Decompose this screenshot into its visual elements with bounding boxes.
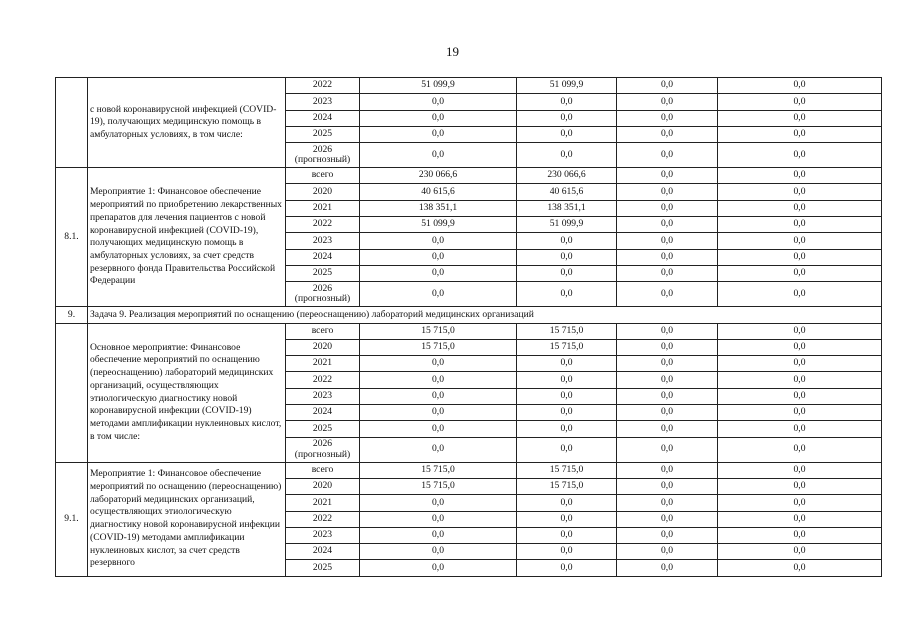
amount-cell-2: 0,0 xyxy=(517,110,617,126)
amount-cell-3: 0,0 xyxy=(617,339,718,355)
year-cell: 2024 xyxy=(286,249,360,265)
amount-cell-1: 230 066,6 xyxy=(360,168,517,184)
amount-cell-1: 0,0 xyxy=(360,110,517,126)
year-cell: 2025 xyxy=(286,560,360,576)
amount-cell-4: 0,0 xyxy=(718,249,882,265)
amount-cell-2: 0,0 xyxy=(517,143,617,168)
amount-cell-3: 0,0 xyxy=(617,217,718,233)
amount-cell-2: 15 715,0 xyxy=(517,478,617,494)
amount-cell-3: 0,0 xyxy=(617,356,718,372)
table-row xyxy=(56,323,882,339)
amount-cell-1: 15 715,0 xyxy=(360,462,517,478)
amount-cell-4: 0,0 xyxy=(718,282,882,307)
amount-cell-2: 0,0 xyxy=(517,282,617,307)
item-description: Основное мероприятие: Финансовое обеспечение мероприятий по оснащению (переоснащению) лабораторий медицинских организаций, осуществляющих этиологическую диагностику новой коронавирусной инфекции (COVID-19) методами амплификации нуклеиновых кислот, в том числе: xyxy=(88,323,286,462)
amount-cell-3: 0,0 xyxy=(617,437,718,462)
amount-cell-3: 0,0 xyxy=(617,372,718,388)
amount-cell-2: 0,0 xyxy=(517,544,617,560)
amount-cell-2: 0,0 xyxy=(517,372,617,388)
amount-cell-1: 0,0 xyxy=(360,233,517,249)
year-cell: 2024 xyxy=(286,544,360,560)
amount-cell-1: 0,0 xyxy=(360,437,517,462)
item-description: Мероприятие 1: Финансовое обеспечение мероприятий по приобретению лекарственных препаратов для лечения пациентов с новой коронавирусной инфекцией (COVID-19), получающих медицинскую помощь в амбулаторных условиях, за счет средств резервного фонда Правительства Российской Федерации xyxy=(88,168,286,307)
amount-cell-1: 0,0 xyxy=(360,511,517,527)
amount-cell-1: 0,0 xyxy=(360,495,517,511)
amount-cell-2: 0,0 xyxy=(517,421,617,437)
year-cell: 2022 xyxy=(286,372,360,388)
year-cell: 2021 xyxy=(286,495,360,511)
amount-cell-2: 51 099,9 xyxy=(517,78,617,94)
amount-cell-1: 0,0 xyxy=(360,265,517,281)
amount-cell-3: 0,0 xyxy=(617,544,718,560)
amount-cell-2: 0,0 xyxy=(517,511,617,527)
year-cell: 2023 xyxy=(286,388,360,404)
amount-cell-4: 0,0 xyxy=(718,405,882,421)
amount-cell-3: 0,0 xyxy=(617,200,718,216)
amount-cell-3: 0,0 xyxy=(617,265,718,281)
table-row xyxy=(56,462,882,478)
year-note: (прогнозный) xyxy=(294,448,351,460)
amount-cell-3: 0,0 xyxy=(617,110,718,126)
amount-cell-3: 0,0 xyxy=(617,323,718,339)
year-cell: 2020 xyxy=(286,184,360,200)
item-description: Мероприятие 1: Финансовое обеспечение мероприятий по оснащению (переоснащению) лабораторий медицинских организаций, осуществляющих этиологическую диагностику новой коронавирусной инфекции (COVID-19) методами амплификации нуклеиновых кислот, за счет средств резервного xyxy=(88,462,286,576)
year-cell: 2025 xyxy=(286,265,360,281)
amount-cell-2: 0,0 xyxy=(517,437,617,462)
amount-cell-4: 0,0 xyxy=(718,478,882,494)
item-number: 9. xyxy=(56,307,88,323)
amount-cell-4: 0,0 xyxy=(718,323,882,339)
year-cell: 2020 xyxy=(286,478,360,494)
amount-cell-1: 0,0 xyxy=(360,143,517,168)
year-label: 2026 xyxy=(312,282,333,294)
amount-cell-4: 0,0 xyxy=(718,126,882,142)
budget-table xyxy=(55,77,882,577)
year-cell: 2024 xyxy=(286,405,360,421)
amount-cell-4: 0,0 xyxy=(718,388,882,404)
page-number: 19 xyxy=(446,44,459,59)
amount-cell-1: 15 715,0 xyxy=(360,478,517,494)
amount-cell-1: 0,0 xyxy=(360,94,517,110)
amount-cell-1: 0,0 xyxy=(360,388,517,404)
year-cell: 2022 xyxy=(286,511,360,527)
amount-cell-2: 0,0 xyxy=(517,405,617,421)
year-cell: всего xyxy=(286,323,360,339)
amount-cell-4: 0,0 xyxy=(718,560,882,576)
task-title: Задача 9. Реализация мероприятий по оснащению (переоснащению) лабораторий медицинских организаций xyxy=(88,307,882,323)
amount-cell-3: 0,0 xyxy=(617,94,718,110)
table-row xyxy=(56,78,882,94)
amount-cell-2: 0,0 xyxy=(517,356,617,372)
amount-cell-4: 0,0 xyxy=(718,110,882,126)
amount-cell-4: 0,0 xyxy=(718,356,882,372)
amount-cell-4: 0,0 xyxy=(718,217,882,233)
amount-cell-2: 40 615,6 xyxy=(517,184,617,200)
amount-cell-3: 0,0 xyxy=(617,462,718,478)
year-cell: 2025 xyxy=(286,421,360,437)
year-cell: 2023 xyxy=(286,94,360,110)
amount-cell-2: 0,0 xyxy=(517,388,617,404)
amount-cell-1: 0,0 xyxy=(360,421,517,437)
amount-cell-3: 0,0 xyxy=(617,478,718,494)
amount-cell-1: 40 615,6 xyxy=(360,184,517,200)
amount-cell-4: 0,0 xyxy=(718,265,882,281)
amount-cell-1: 0,0 xyxy=(360,527,517,543)
amount-cell-1: 51 099,9 xyxy=(360,78,517,94)
amount-cell-4: 0,0 xyxy=(718,527,882,543)
amount-cell-2: 51 099,9 xyxy=(517,217,617,233)
year-cell: 2025 xyxy=(286,126,360,142)
amount-cell-3: 0,0 xyxy=(617,495,718,511)
amount-cell-1: 0,0 xyxy=(360,544,517,560)
year-cell xyxy=(286,282,360,307)
amount-cell-1: 0,0 xyxy=(360,249,517,265)
year-cell: 2023 xyxy=(286,233,360,249)
amount-cell-2: 0,0 xyxy=(517,265,617,281)
year-note: (прогнозный) xyxy=(294,154,351,166)
amount-cell-3: 0,0 xyxy=(617,388,718,404)
year-cell: всего xyxy=(286,462,360,478)
amount-cell-1: 0,0 xyxy=(360,282,517,307)
amount-cell-4: 0,0 xyxy=(718,168,882,184)
year-cell: 2021 xyxy=(286,356,360,372)
task-row xyxy=(56,307,882,323)
year-cell: 2024 xyxy=(286,110,360,126)
amount-cell-2: 0,0 xyxy=(517,126,617,142)
amount-cell-2: 230 066,6 xyxy=(517,168,617,184)
year-cell: всего xyxy=(286,168,360,184)
amount-cell-4: 0,0 xyxy=(718,200,882,216)
amount-cell-3: 0,0 xyxy=(617,249,718,265)
amount-cell-3: 0,0 xyxy=(617,405,718,421)
amount-cell-4: 0,0 xyxy=(718,339,882,355)
amount-cell-1: 0,0 xyxy=(360,405,517,421)
amount-cell-1: 0,0 xyxy=(360,126,517,142)
amount-cell-4: 0,0 xyxy=(718,511,882,527)
amount-cell-3: 0,0 xyxy=(617,184,718,200)
amount-cell-3: 0,0 xyxy=(617,168,718,184)
amount-cell-1: 51 099,9 xyxy=(360,217,517,233)
amount-cell-3: 0,0 xyxy=(617,233,718,249)
amount-cell-3: 0,0 xyxy=(617,143,718,168)
amount-cell-1: 15 715,0 xyxy=(360,339,517,355)
amount-cell-1: 138 351,1 xyxy=(360,200,517,216)
amount-cell-4: 0,0 xyxy=(718,184,882,200)
amount-cell-3: 0,0 xyxy=(617,421,718,437)
amount-cell-3: 0,0 xyxy=(617,560,718,576)
amount-cell-3: 0,0 xyxy=(617,527,718,543)
amount-cell-3: 0,0 xyxy=(617,78,718,94)
item-number: 9.1. xyxy=(56,462,88,576)
year-cell: 2020 xyxy=(286,339,360,355)
amount-cell-4: 0,0 xyxy=(718,372,882,388)
item-description: с новой коронавирусной инфекцией (COVID-19), получающих медицинскую помощь в амбулаторных условиях, в том числе: xyxy=(88,78,286,168)
amount-cell-4: 0,0 xyxy=(718,421,882,437)
amount-cell-4: 0,0 xyxy=(718,495,882,511)
amount-cell-2: 0,0 xyxy=(517,249,617,265)
amount-cell-2: 0,0 xyxy=(517,233,617,249)
year-label: 2026 xyxy=(312,438,333,450)
amount-cell-4: 0,0 xyxy=(718,143,882,168)
year-cell: 2022 xyxy=(286,217,360,233)
amount-cell-4: 0,0 xyxy=(718,544,882,560)
amount-cell-2: 15 715,0 xyxy=(517,323,617,339)
amount-cell-3: 0,0 xyxy=(617,126,718,142)
amount-cell-4: 0,0 xyxy=(718,437,882,462)
amount-cell-2: 0,0 xyxy=(517,527,617,543)
year-note: (прогнозный) xyxy=(294,293,351,305)
amount-cell-1: 15 715,0 xyxy=(360,323,517,339)
amount-cell-2: 15 715,0 xyxy=(517,339,617,355)
year-label: 2026 xyxy=(312,143,333,155)
amount-cell-2: 0,0 xyxy=(517,495,617,511)
amount-cell-2: 138 351,1 xyxy=(517,200,617,216)
amount-cell-3: 0,0 xyxy=(617,282,718,307)
year-cell xyxy=(286,437,360,462)
amount-cell-4: 0,0 xyxy=(718,94,882,110)
amount-cell-2: 0,0 xyxy=(517,94,617,110)
amount-cell-1: 0,0 xyxy=(360,560,517,576)
amount-cell-2: 15 715,0 xyxy=(517,462,617,478)
year-cell xyxy=(286,143,360,168)
amount-cell-4: 0,0 xyxy=(718,78,882,94)
amount-cell-1: 0,0 xyxy=(360,372,517,388)
year-cell: 2023 xyxy=(286,527,360,543)
amount-cell-1: 0,0 xyxy=(360,356,517,372)
year-cell: 2021 xyxy=(286,200,360,216)
table-row xyxy=(56,168,882,184)
amount-cell-3: 0,0 xyxy=(617,511,718,527)
item-number xyxy=(56,78,88,168)
amount-cell-4: 0,0 xyxy=(718,233,882,249)
item-number xyxy=(56,323,88,462)
amount-cell-2: 0,0 xyxy=(517,560,617,576)
item-number: 8.1. xyxy=(56,168,88,307)
amount-cell-4: 0,0 xyxy=(718,462,882,478)
year-cell: 2022 xyxy=(286,78,360,94)
